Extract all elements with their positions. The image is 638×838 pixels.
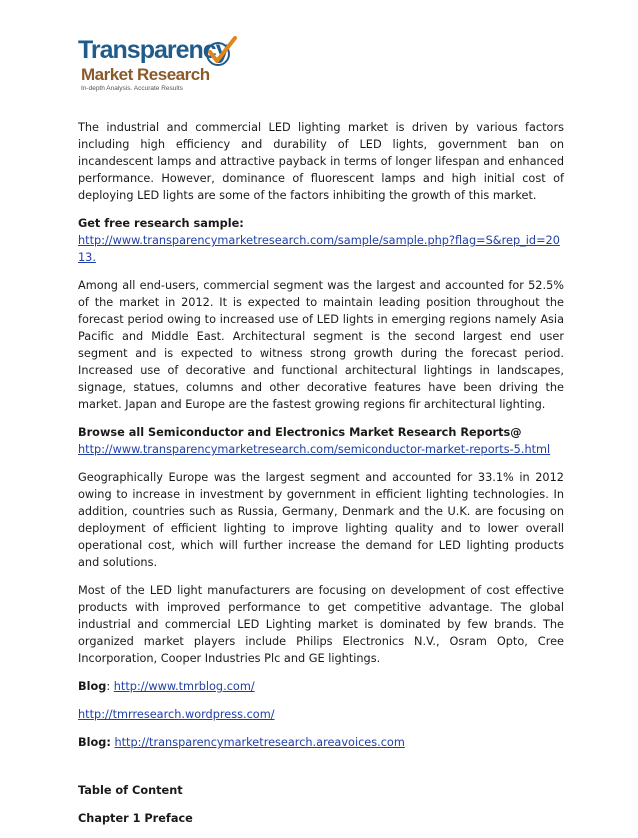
- blog-label: Blog: [78, 680, 107, 693]
- geography-paragraph: Geographically Europe was the largest segment and accounted for 33.1% in 2012 owing to increase in investment by government in efficient lighting technologies. In addition, countries such as Russia, Germany, Denmark and the U.K. are focusing on deployment of efficient lighting to improve lighting quality and to lower overall operational cost, which will further increase the demand for LED lighting products and solutions.: [78, 471, 564, 569]
- company-logo: [78, 34, 248, 96]
- wordpress-line: [78, 706, 564, 723]
- blog-line: [78, 678, 564, 695]
- intro-paragraph: The industrial and commercial LED lighting market is driven by various factors including high efficiency and durability of LED lights, government ban on incandescent lamps and attractive payback in terms of longer lifespan and enhanced performance. However, dominance of fluorescent lamps and high initial cost of deploying LED lights are some of the factors inhibiting the growth of this market.: [78, 121, 564, 202]
- logo-brand-line2: Market Research: [81, 65, 210, 84]
- spacer: [78, 762, 564, 782]
- document-body: [78, 119, 564, 838]
- chapter-1-heading: Chapter 1 Preface: [78, 812, 193, 825]
- toc-heading: Table of Content: [78, 784, 183, 797]
- sample-heading: Get free research sample:: [78, 217, 244, 230]
- logo-brand-line1: Transparency: [78, 36, 229, 64]
- blog-separator: :: [106, 680, 114, 693]
- blog2-line: [78, 734, 564, 751]
- checkmark-icon: [204, 36, 238, 68]
- blog-link[interactable]: http://www.tmrblog.com/: [113, 680, 255, 693]
- browse-link[interactable]: http://www.transparencymarketresearch.com/semiconductor-market-reports-5.html: [78, 443, 551, 456]
- blog2-label: Blog:: [78, 736, 111, 749]
- browse-block: [78, 424, 564, 458]
- blog2-link[interactable]: http://transparencymarketresearch.areavoices.com: [114, 736, 405, 749]
- sample-block: [78, 215, 564, 266]
- logo-tagline: In-depth Analysis. Accurate Results: [81, 85, 183, 92]
- manufacturers-paragraph: Most of the LED light manufacturers are focusing on development of cost effective products with improved performance to get competitive advantage. The global industrial and commercial LED Lighting market is dominated by few brands. The organized market players include Philips Electronics N.V., Osram Opto, Cree Incorporation, Cooper Industries Plc and GE lightings.: [78, 584, 564, 665]
- end-users-paragraph: Among all end-users, commercial segment was the largest and accounted for 52.5% of the market in 2012. It is expected to maintain leading position throughout the forecast period owing to increased use of LED lights in emerging regions namely Asia Pacific and Middle East. Architectural segment is the second largest end user segment and is expected to witness strong growth during the forecast period. Increased use of decorative and functional architectural lightings in landscapes, signage, statues, columns and other decorative features have been driving the market. Japan and Europe are the fastest growing regions fir architectural lighting.: [78, 279, 564, 411]
- browse-heading: Browse all Semiconductor and Electronics Market Research Reports@: [78, 426, 522, 439]
- wordpress-link[interactable]: http://tmrresearch.wordpress.com/: [78, 708, 275, 721]
- sample-link[interactable]: http://www.transparencymarketresearch.com/sample/sample.php?flag=S&rep_id=2013.: [78, 234, 560, 264]
